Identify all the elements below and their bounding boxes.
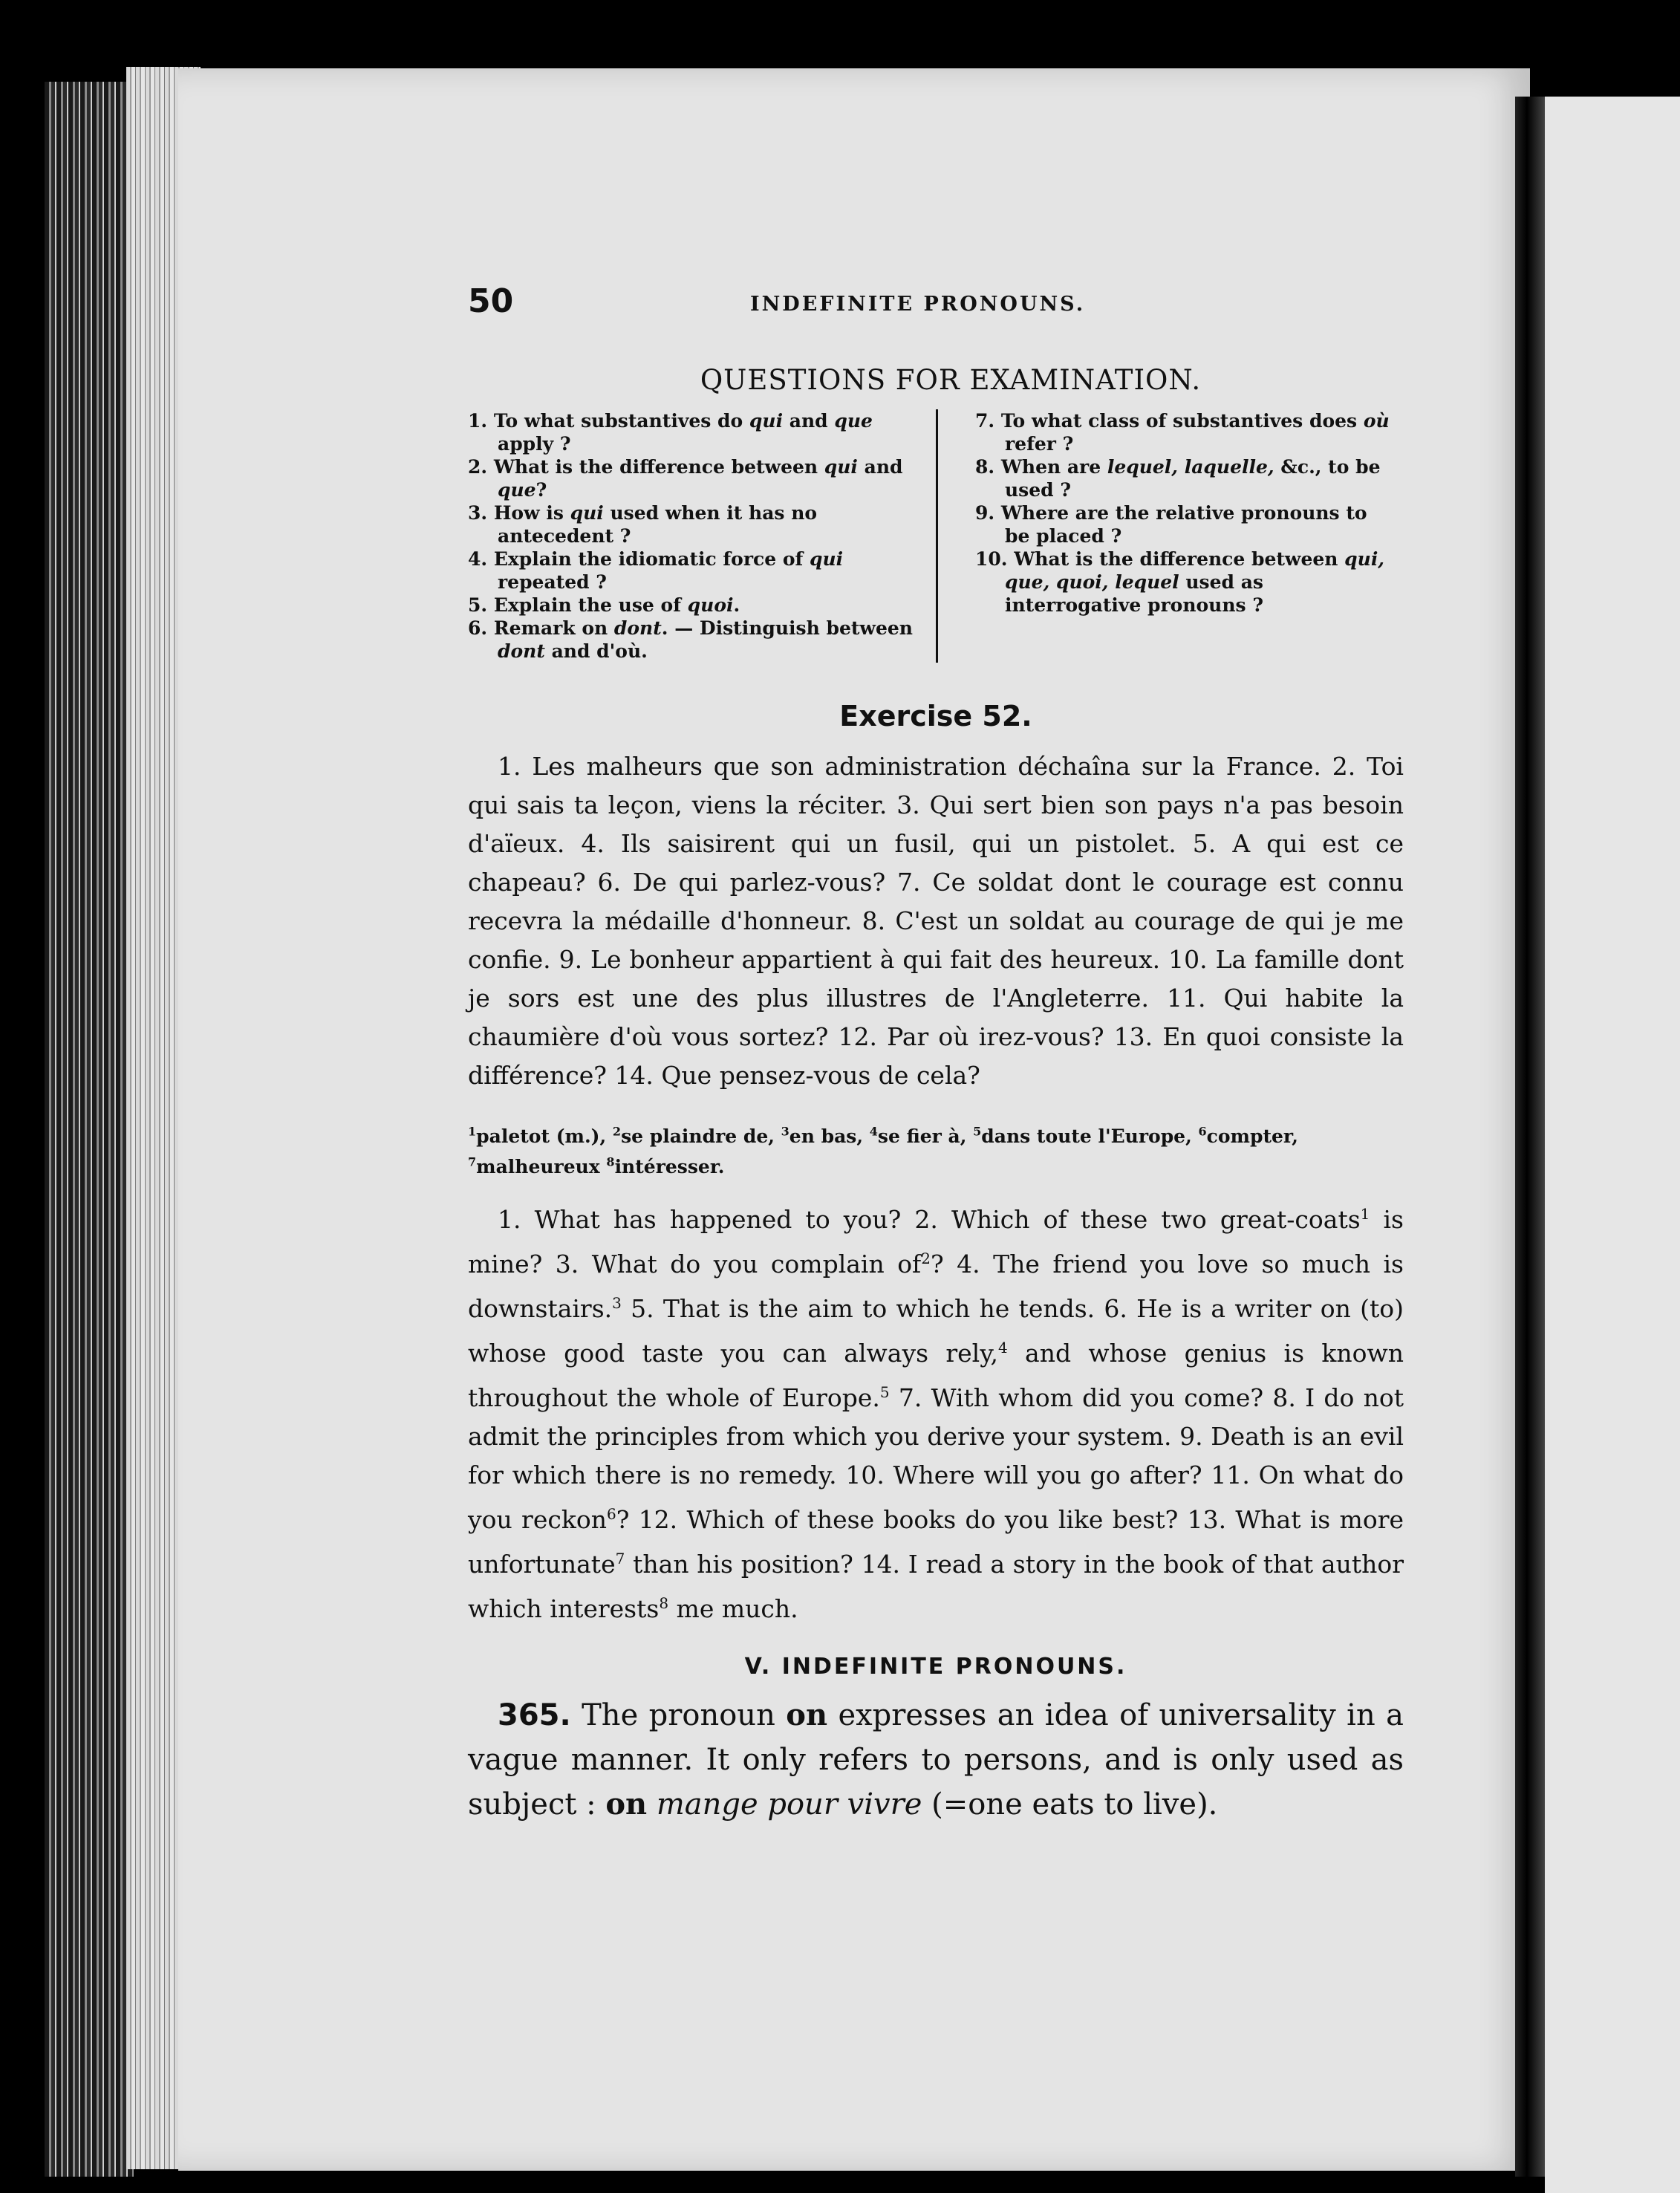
question-term: quoi <box>687 594 734 616</box>
question-text: Explain the use of <box>493 594 688 616</box>
footnote-entry <box>606 1156 724 1177</box>
question-text: Explain the idiomatic force of <box>493 548 810 570</box>
footnote-entry <box>973 1125 1198 1147</box>
footnote-reference: 4 <box>997 1338 1008 1357</box>
exercise-footnotes <box>468 1120 1404 1180</box>
section-title: V. INDEFINITE PRONOUNS. <box>744 1653 1127 1680</box>
question-number: 5. <box>468 594 494 616</box>
footnote-text: intéresser. <box>614 1155 725 1177</box>
question-term: qui <box>749 410 784 432</box>
english-text-run: 5. That is the aim to which he tends. 6. He is a writer on (to) whose good taste you can always rely, <box>468 1293 1404 1368</box>
question-number: 7. <box>975 410 1001 432</box>
footnote-reference: 7 <box>615 1549 625 1567</box>
footnote-text: paletot (m.), <box>476 1125 613 1148</box>
question-term: qui <box>810 548 844 570</box>
footnote-entry <box>468 1125 613 1147</box>
questions-right-column <box>936 409 1391 663</box>
footnote-marker: 5 <box>973 1125 982 1139</box>
footnote-marker: 6 <box>1198 1125 1207 1139</box>
footnote-marker: 8 <box>606 1154 615 1169</box>
exercise-title: Exercise 52. <box>839 700 1032 732</box>
question-item <box>975 548 1391 617</box>
footnote-reference: 1 <box>1360 1204 1370 1223</box>
footnote-reference: 8 <box>659 1593 669 1612</box>
question-term: que <box>834 410 873 432</box>
question-number: 3. <box>468 502 494 524</box>
question-term: que <box>498 479 536 501</box>
question-text: What is the difference between <box>1014 548 1345 570</box>
question-item <box>975 501 1391 548</box>
question-text: and d'où. <box>544 640 648 662</box>
footnote-reference: 6 <box>606 1504 616 1523</box>
english-text-run: ? 4. The friend you love so much is downstairs. <box>468 1249 1404 1323</box>
question-text: To what class of substantives does <box>1000 410 1364 432</box>
footnote-text: dans toute l'Europe, <box>981 1125 1199 1148</box>
footnote-entry <box>870 1125 973 1147</box>
question-text: Where are the relative pronouns to be placed ? <box>1000 502 1367 547</box>
question-text: refer ? <box>1005 433 1074 455</box>
question-term: dont <box>613 617 662 639</box>
footnote-entry <box>1199 1125 1298 1147</box>
exercise-french-text: 1. Les malheurs que son administration déchaîna sur la France. 2. Toi qui sais ta leçon, viens la réciter. 3. Qui sert bien son pays n'a pas besoin d'aïeux. 4. Ils saisirent qui un fusil, qui un pistolet. 5. A qui est ce chapeau? 6. De qui parlez-vous? 7. Ce soldat dont le courage est connu recevra la médaille d'honneur. 8. C'est un soldat au courage de qui je me confie. 9. Le bonheur appartient à qui fait des heureux. 10. La famille dont je sors est une des plus illustres de l'Angleterre. 11. Qui habite la chaumière d'où vous sortez? 12. Par où irez-vous? 13. En quoi consiste la différence? 14. Que pensez-vous de cela? <box>468 752 1404 1090</box>
footnote-text: malheureux <box>476 1155 607 1177</box>
question-text: &c., to be used ? <box>1005 456 1381 501</box>
footnote-text: en bas, <box>789 1125 870 1148</box>
question-term: où <box>1363 410 1390 432</box>
question-item <box>468 409 928 455</box>
question-text: Remark on <box>493 617 614 639</box>
footnote-text: compter, <box>1206 1125 1298 1148</box>
question-text: and <box>783 410 835 432</box>
running-head <box>468 282 1404 327</box>
footnote-marker: 7 <box>468 1154 477 1169</box>
footnote-text: se fier à, <box>877 1125 974 1148</box>
english-text-run: and whose genius is known throughout the whole of Europe. <box>468 1338 1404 1412</box>
footnote-marker: 4 <box>869 1125 878 1139</box>
english-text-run: me much. <box>668 1593 798 1623</box>
rule-number: 365. <box>498 1697 571 1732</box>
question-text: . — Distinguish between <box>661 617 913 639</box>
question-number: 8. <box>975 456 1001 478</box>
question-text: used as interrogative pronouns ? <box>1005 571 1263 616</box>
question-text: . <box>733 594 740 616</box>
english-text-run: 7. With whom did you come? 8. I do not admit the principles from which you derive your system. 9. Death is an evil for which there is no remedy. 10. Where will you go after? 11. On what do you reckon <box>468 1383 1404 1534</box>
question-item <box>468 501 928 548</box>
footnote-entry <box>468 1156 606 1177</box>
english-text-run: than his position? 14. I read a story in the book of that author which interests <box>468 1549 1404 1623</box>
question-text: How is <box>493 502 570 524</box>
question-term: dont <box>498 640 545 662</box>
questions-left-column <box>468 409 928 663</box>
english-text-run: is mine? 3. What do you complain of <box>468 1204 1404 1279</box>
questions-title: QUESTIONS FOR EXAMINATION. <box>700 364 1202 396</box>
question-text: What is the difference between <box>493 456 824 478</box>
question-text: repeated ? <box>498 571 607 593</box>
rule-paragraph <box>468 1693 1404 1827</box>
footnote-reference: 3 <box>612 1293 622 1312</box>
question-term: qui <box>824 456 858 478</box>
question-item <box>975 455 1391 501</box>
rule-text-a: The pronoun <box>570 1697 787 1732</box>
book-gutter <box>1515 97 1545 2177</box>
book-edge <box>45 82 134 2177</box>
question-text: ? <box>535 479 547 501</box>
question-term: qui <box>570 502 604 524</box>
question-number: 10. <box>975 548 1015 570</box>
question-term: lequel, laquelle, <box>1107 456 1274 478</box>
footnote-reference: 2 <box>921 1249 931 1267</box>
english-text-run: ? 12. Which of these books do you like best? 13. What is more unfortunate <box>468 1504 1404 1579</box>
rule-example: mange pour vivre <box>647 1787 922 1822</box>
exercise-english-text <box>468 1195 1404 1628</box>
running-head-title: INDEFINITE PRONOUNS. <box>750 293 1086 316</box>
question-item <box>468 548 928 594</box>
facing-page-edge <box>1545 97 1680 2193</box>
page-number: 50 <box>468 282 514 320</box>
rule-on-2: on <box>605 1786 648 1822</box>
question-item <box>468 594 928 617</box>
question-item <box>468 617 928 663</box>
question-term: qui, que, quoi, lequel <box>1005 548 1385 593</box>
questions-columns <box>468 409 1404 663</box>
question-number: 9. <box>975 502 1001 524</box>
footnote-marker: 1 <box>468 1125 477 1139</box>
question-number: 4. <box>468 548 494 570</box>
footnote-reference: 5 <box>879 1383 890 1401</box>
question-number: 2. <box>468 456 494 478</box>
question-text: apply ? <box>498 433 571 455</box>
footnote-marker: 2 <box>612 1125 622 1139</box>
footnote-entry <box>613 1125 781 1147</box>
footnote-marker: 3 <box>781 1125 789 1139</box>
page-content <box>468 282 1404 1856</box>
question-item <box>975 409 1391 455</box>
question-number: 6. <box>468 617 494 639</box>
footnote-text: se plaindre de, <box>621 1125 781 1148</box>
rule-on-1: on <box>786 1697 828 1732</box>
question-number: 1. <box>468 410 494 432</box>
english-text-run: 1. What has happened to you? 2. Which of these two great-coats <box>498 1204 1361 1234</box>
question-text: When are <box>1000 456 1107 478</box>
rule-text-b: expresses an idea of universality in a vague manner. It only refers to persons, and is only used as subject : <box>468 1697 1404 1822</box>
question-text: used when it has no antecedent ? <box>498 502 818 547</box>
question-text: To what substantives do <box>493 410 749 432</box>
rule-text-c: (=one eats to live). <box>922 1787 1218 1822</box>
question-item <box>468 455 928 501</box>
footnote-entry <box>781 1125 870 1147</box>
question-text: and <box>857 456 903 478</box>
